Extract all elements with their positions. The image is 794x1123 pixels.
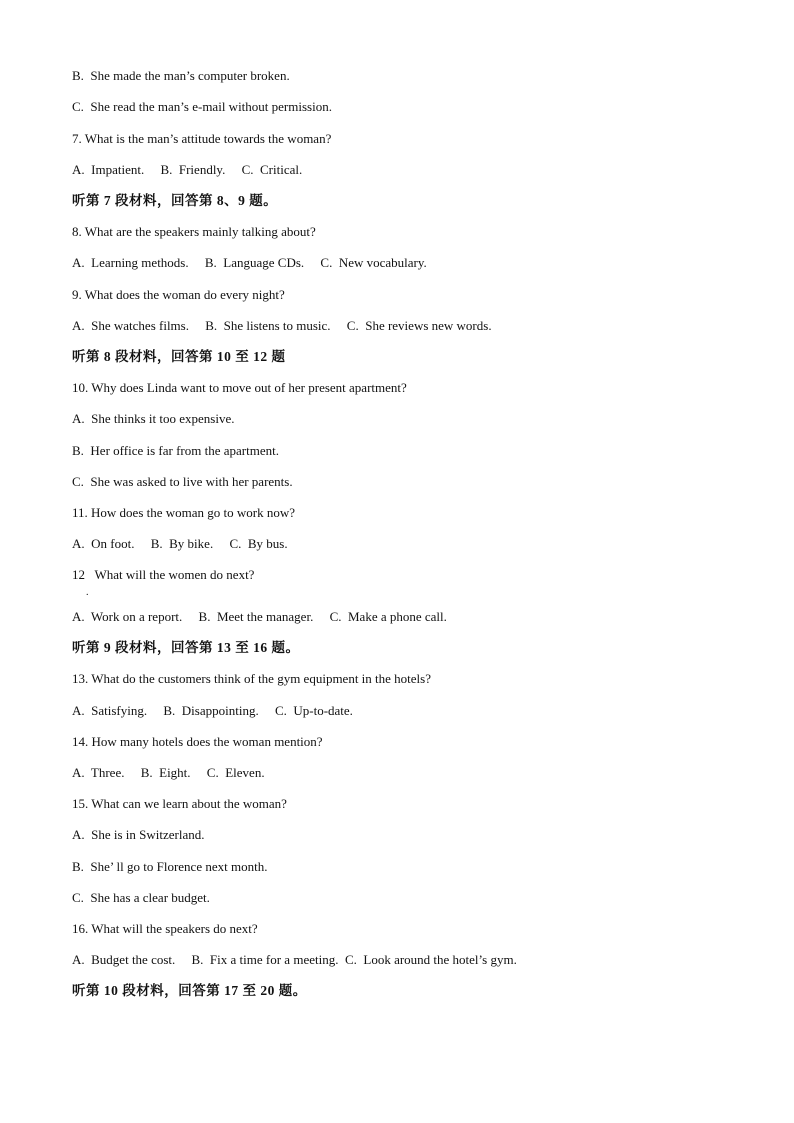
question-7: 7. What is the man’s attitude towards the woman? (72, 131, 332, 146)
question-9: 9. What does the woman do every night? (72, 287, 285, 302)
option-6b: B. She made the man’s computer broken. (72, 68, 290, 83)
options-11: A. On foot. B. By bike. C. By bus. (72, 536, 288, 551)
option-10c: C. She was asked to live with her parents. (72, 474, 293, 489)
options-9: A. She watches films. B. She listens to music. C. She reviews new words. (72, 318, 492, 333)
options-13: A. Satisfying. B. Disappointing. C. Up-to-date. (72, 703, 353, 718)
question-13: 13. What do the customers think of the gym equipment in the hotels? (72, 671, 431, 686)
options-8: A. Learning methods. B. Language CDs. C. New vocabulary. (72, 255, 427, 270)
question-8: 8. What are the speakers mainly talking about? (72, 224, 316, 239)
options-7: A. Impatient. B. Friendly. C. Critical. (72, 162, 303, 177)
section-heading-8: 听第 8 段材料，回答第 10 至 12 题 (72, 349, 286, 364)
question-14: 14. How many hotels does the woman mention? (72, 734, 323, 749)
option-10a: A. She thinks it too expensive. (72, 411, 235, 426)
option-15c: C. She has a clear budget. (72, 890, 210, 905)
option-10b: B. Her office is far from the apartment. (72, 443, 279, 458)
question-10: 10. Why does Linda want to move out of her present apartment? (72, 380, 407, 395)
section-heading-10: 听第 10 段材料，回答第 17 至 20 题。 (72, 983, 307, 998)
stray-mark: . (86, 587, 89, 598)
question-11: 11. How does the woman go to work now? (72, 505, 296, 520)
option-15a: A. She is in Switzerland. (72, 827, 205, 842)
question-15: 15. What can we learn about the woman? (72, 796, 287, 811)
option-15b: B. She’ ll go to Florence next month. (72, 859, 268, 874)
section-heading-9: 听第 9 段材料，回答第 13 至 16 题。 (72, 640, 300, 655)
question-16: 16. What will the speakers do next? (72, 921, 258, 936)
question-12: 12 What will the women do next? (72, 567, 255, 582)
section-heading-7: 听第 7 段材料，回答第 8、9 题。 (72, 193, 278, 208)
options-16: A. Budget the cost. B. Fix a time for a meeting. C. Look around the hotel’s gym. (72, 952, 517, 967)
options-12: A. Work on a report. B. Meet the manager. C. Make a phone call. (72, 609, 447, 624)
options-14: A. Three. B. Eight. C. Eleven. (72, 765, 265, 780)
option-6c: C. She read the man’s e-mail without permission. (72, 99, 332, 114)
